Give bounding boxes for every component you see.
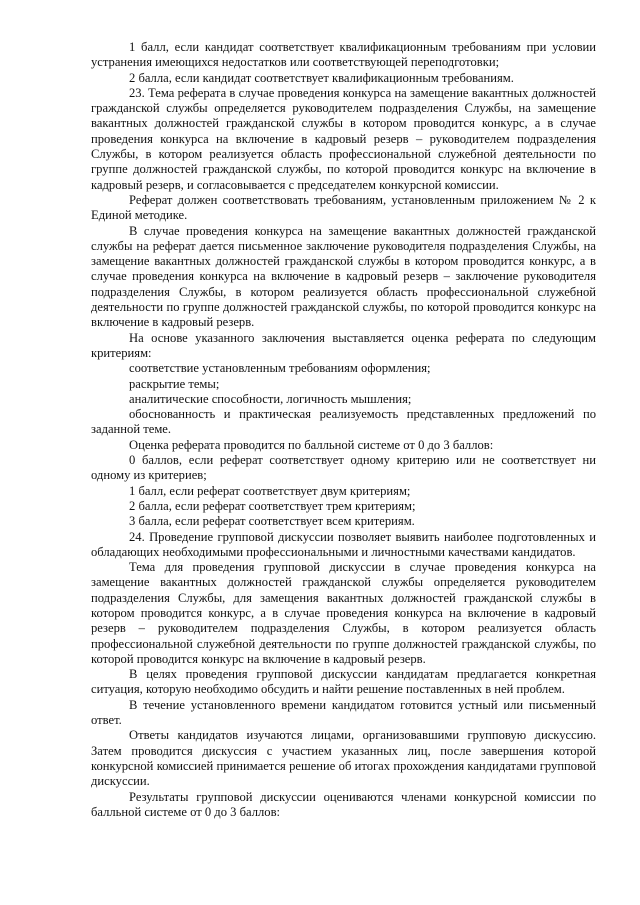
paragraph-discussion-situation: В целях проведения групповой дискуссии кандидатам предлагается конкретная ситуация, которую необходимо обсудить и найти решение поставленных в ней проблем.	[91, 667, 596, 697]
paragraph-discussion-results: Результаты групповой дискуссии оцениваются членами конкурсной комиссии по балльной системе от 0 до 3 баллов:	[91, 789, 596, 819]
list-item-score-1: 1 балл, если реферат соответствует двум критериям;	[129, 483, 411, 498]
list-item-criterion-topic: раскрытие темы;	[129, 376, 220, 391]
paragraph-item-24: 24. Проведение групповой дискуссии позволяет выявить наиболее подготовленных и обладающих необходимыми профессиональными и личностными качествами кандидатов.	[91, 529, 596, 559]
paragraph-score-1: 1 балл, если кандидат соответствует квалификационным требованиям при условии устранения имеющихся недостатков или соответствующей переподготовки;	[91, 40, 596, 70]
paragraph-score-2: 2 балла, если кандидат соответствует квалификационным требованиям.	[129, 70, 514, 85]
list-item-criterion-analytics: аналитические способности, логичность мышления;	[129, 391, 412, 406]
paragraph-discussion-topic: Тема для проведения групповой дискуссии в случае проведения конкурса на замещение вакантных должностей гражданской службы определяется руководителем подразделения Службы, для замещения вакантных должностей гражданской службы в котором проводится конкурс, а в случае проведения конкурса на включение в кадровый резерв – руководителем подразделения Службы, в котором реализуется область профессиональной служебной деятельности по группе должностей гражданской службы, по которой проводится конкурс на включение в кадровый резерв.	[91, 560, 596, 666]
paragraph-item-23: 23. Тема реферата в случае проведения конкурса на замещение вакантных должностей гражданской службы определяется руководителем подразделения Службы, на замещение вакантных должностей гражданской службы в котором проводится конкурс, а в случае проведения конкурса на включение в кадровый резерв – руководителем подразделения Службы, в котором реализуется область профессиональной служебной деятельности по группе должностей гражданской службы, по которой проводится конкурс на включение в кадровый резерв, и согласовывается с председателем конкурсной комиссии.	[91, 85, 596, 192]
paragraph-essay-scoring: Оценка реферата проводится по балльной системе от 0 до 3 баллов:	[129, 437, 494, 452]
paragraph-essay-requirements: Реферат должен соответствовать требованиям, установленным приложением № 2 к Единой методике.	[91, 192, 596, 223]
paragraph-criteria-intro: На основе указанного заключения выставляется оценка реферата по следующим критериям:	[91, 330, 596, 360]
paragraph-essay-conclusion: В случае проведения конкурса на замещение вакантных должностей гражданской службы на реферат дается письменное заключение руководителя подразделения Службы, на замещение вакантных должностей гражданской службы в котором проводится конкурс, а в случае проведения конкурса на включение в кадровый резерв – заключение руководителя подразделения Службы, в котором реализуется область профессиональной служебной деятельности по группе должностей гражданской службы, по которой проводится конкурс на включение в кадровый резерв.	[91, 223, 596, 330]
list-item-criterion-format: соответствие установленным требованиям оформления;	[129, 361, 431, 376]
paragraph-discussion-answer: В течение установленного времени кандидатом готовится устный или письменный ответ.	[91, 697, 596, 728]
list-item-score-3: 3 балла, если реферат соответствует всем критериям.	[129, 514, 415, 529]
list-item-criterion-feasibility: обоснованность и практическая реализуемость представленных предложений по заданной теме.	[91, 407, 596, 437]
list-item-score-2: 2 балла, если реферат соответствует трем критериям;	[129, 498, 416, 513]
paragraph-discussion-review: Ответы кандидатов изучаются лицами, организовавшими групповую дискуссию. Затем проводится дискуссия с участием указанных лиц, после завершения которой конкурсной комиссией принимается решение об итогах прохождения кандидатами групповой дискуссии.	[91, 728, 596, 789]
list-item-score-0: 0 баллов, если реферат соответствует одному критерию или не соответствует ни одному из критериев;	[91, 453, 596, 483]
